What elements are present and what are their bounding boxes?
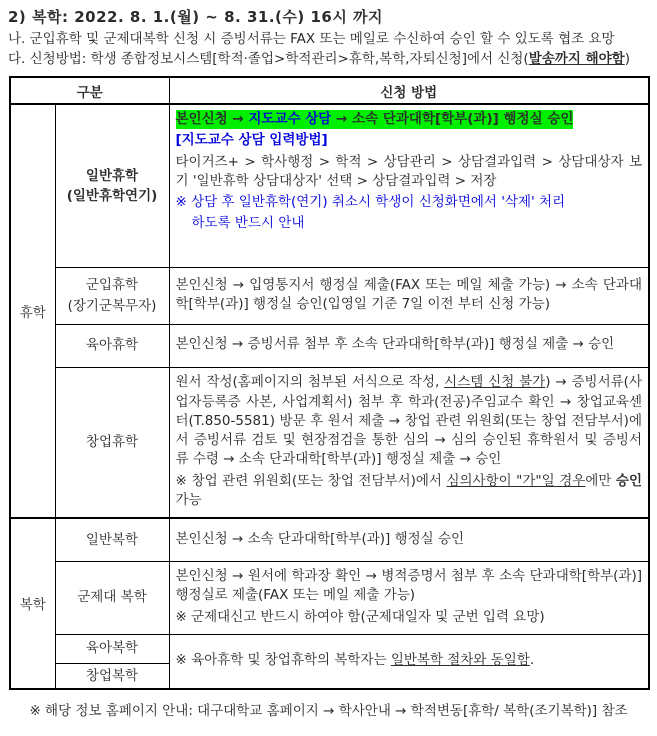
cell-general-return-method bbox=[169, 518, 649, 561]
row-childcare-return bbox=[10, 634, 649, 663]
row-label-general-return bbox=[55, 518, 169, 561]
row-label-childcare-return bbox=[55, 634, 169, 663]
row-childcare-leave bbox=[10, 324, 649, 367]
row-label-childcare-leave bbox=[55, 324, 169, 367]
row-label-text: 육아휴학 bbox=[85, 337, 139, 354]
row-label-text: 창업복학 bbox=[85, 667, 139, 684]
col-header-method: 신청 방법 bbox=[169, 77, 649, 104]
procedure-text: 원서 작성(홈페이지의 첨부된 서식으로 작성, 시스템 신청 불가) → 증빙서류(사업자등록증 사본, 사업계획서) 첨부 후 학과(전공)주임교수 확인 → 창업교육센터(T.850-5581) 방문 후 원서 제출 → 창업 관련 위원회(또는 창업 전담부서)에서 증빙서류 검토 및 현장점검을 통한 심의 → 심의 승인된 휴학원서 및 증빙서류 수령 → 소속 단과대학[학부(과)] 행정실 제출 → 승인 bbox=[175, 374, 642, 468]
procedure-text: 본인신청 → 입영통지서 행정실 제출(FAX 또는 메일 체출 가능) → 소속 단과대학[학부(과)] 행정실 승인(입영일 기준 7일 이전 부터 신청 가능) bbox=[175, 276, 642, 312]
cell-military-discharge-return-method bbox=[169, 561, 649, 634]
fax-email-cooperation-line: 나. 군입휴학 및 군제대복학 신청 시 증빙서류는 FAX 또는 메일로 수신하여 승인 할 수 있도록 협조 요망 bbox=[8, 31, 615, 47]
homepage-reference-note: ※ 해당 정보 홈페이지 안내: 대구대학교 홈페이지 → 학사안내 → 학적변동[휴학/ 복학(조기복학)] 참조 bbox=[29, 702, 628, 719]
row-military-leave bbox=[10, 267, 649, 324]
application-method-table bbox=[9, 76, 650, 690]
cell-childcare-startup-return-method bbox=[169, 634, 649, 689]
return-schedule-line: 2) 복학: 2022. 8. 1.(월) ~ 8. 31.(수) 16시 까지 bbox=[8, 8, 384, 26]
row-label-military-leave bbox=[55, 267, 169, 324]
system-path-text: 타이거즈+ > 학사행정 > 학적 > 상담관리 > 상담결과입력 > 상담대상자 보기 '일반휴학 상담대상자' 선택 > 상담결과입력 > 저장 bbox=[175, 153, 642, 189]
procedure-text: 본인신청 → 원서에 학과장 확인 → 병적증명서 첨부 후 소속 단과대학[학부(과)] 행정실로 제출(FAX 또는 메일 제출 가능) bbox=[175, 568, 642, 604]
cell-startup-leave-method bbox=[169, 367, 649, 518]
row-label-text: 군제대 복학 bbox=[77, 589, 147, 606]
intro-notes bbox=[8, 6, 649, 67]
group-label-return: 복학 bbox=[10, 518, 55, 689]
row-label-text: 일반휴학 bbox=[85, 167, 139, 184]
application-method-line: 다. 신청방법: 학생 종합정보시스템[학적·졸업>학적관리>휴학,복학,자퇴신청]에서 신청(발송까지 해야함) bbox=[8, 51, 630, 67]
group-label-leave: 휴학 bbox=[10, 104, 55, 518]
row-label-text: 육아복학 bbox=[85, 640, 139, 657]
row-sublabel-text: (장기군복무자) bbox=[67, 297, 157, 314]
row-label-military-discharge-return bbox=[55, 561, 169, 634]
row-sublabel-text: (일반휴학연기) bbox=[66, 187, 158, 204]
row-startup-leave bbox=[10, 367, 649, 518]
table-header-row bbox=[10, 77, 649, 104]
row-label-general-leave bbox=[55, 104, 169, 267]
committee-note-text: ※ 창업 관련 위원회(또는 창업 전담부서)에서 심의사항이 "가"일 경우에만 승인 가능 bbox=[175, 472, 642, 508]
row-general-return bbox=[10, 518, 649, 561]
discharge-report-note-text: ※ 군제대신고 반드시 하여야 함(군제대일자 및 군번 입력 요망) bbox=[175, 608, 545, 625]
procedure-text: 본인신청 → 소속 단과대학[학부(과)] 행정실 승인 bbox=[175, 530, 465, 547]
row-label-text: 일반복학 bbox=[85, 531, 139, 548]
row-label-startup-return bbox=[55, 663, 169, 689]
same-procedure-note-text: ※ 육아휴학 및 창업휴학의 복학자는 일반복학 절차와 동일함. bbox=[175, 651, 535, 668]
row-label-text: 군입휴학 bbox=[85, 277, 139, 294]
cell-childcare-leave-method bbox=[169, 324, 649, 367]
cancel-note-line2-text: 하도록 반드시 안내 bbox=[191, 215, 305, 232]
cell-general-leave-method bbox=[169, 104, 649, 267]
advisor-counsel-title-text: [지도교수 상담 입력방법] bbox=[175, 132, 328, 149]
highlighted-procedure-text: 본인신청 → 지도교수 상담 → 소속 단과대학[학부(과)] 행정실 승인 bbox=[175, 111, 574, 127]
procedure-text: 본인신청 → 증빙서류 첨부 후 소속 단과대학[학부(과)] 행정실 제출 → 승인 bbox=[175, 336, 615, 353]
cancel-note-line1-text: ※ 상담 후 일반휴학(연기) 취소시 학생이 신청화면에서 '삭제' 처리 bbox=[175, 194, 566, 211]
cell-military-leave-method bbox=[169, 267, 649, 324]
row-label-startup-leave bbox=[55, 367, 169, 518]
col-header-category: 구분 bbox=[10, 77, 169, 104]
row-general-leave bbox=[10, 104, 649, 267]
row-label-text: 창업휴학 bbox=[85, 434, 139, 451]
row-military-discharge-return bbox=[10, 561, 649, 634]
